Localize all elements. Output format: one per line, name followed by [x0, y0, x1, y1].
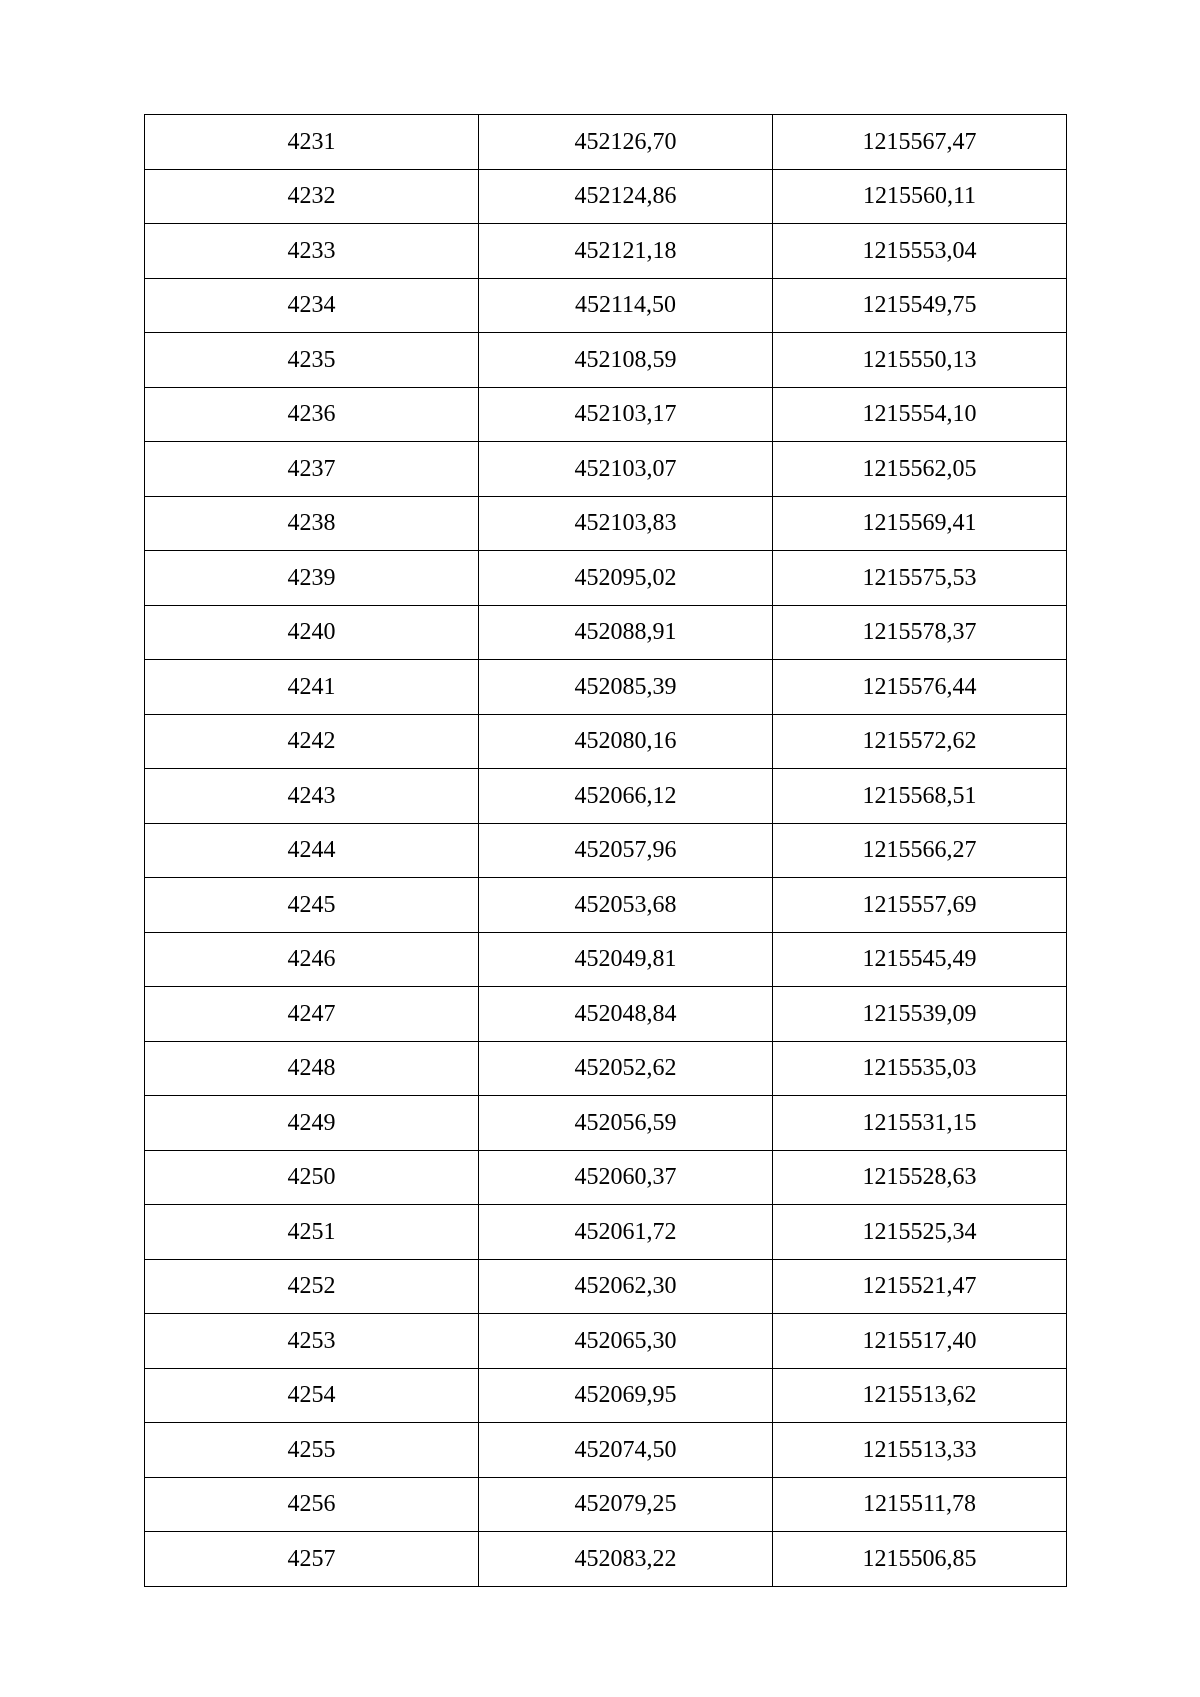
y-coordinate-cell: 1215569,41: [773, 496, 1067, 551]
y-coordinate-cell: 1215557,69: [773, 878, 1067, 933]
point-number-cell: 4252: [145, 1259, 479, 1314]
y-coordinate-cell: 1215525,34: [773, 1205, 1067, 1260]
y-coordinate-cell: 1215567,47: [773, 115, 1067, 170]
y-coordinate-cell: 1215568,51: [773, 769, 1067, 824]
point-number-cell: 4237: [145, 442, 479, 497]
table-row: [145, 551, 1067, 606]
x-coordinate-cell: 452083,22: [479, 1532, 773, 1587]
y-coordinate-cell: 1215528,63: [773, 1150, 1067, 1205]
y-coordinate-cell: 1215578,37: [773, 605, 1067, 660]
point-number-cell: 4240: [145, 605, 479, 660]
x-coordinate-cell: 452052,62: [479, 1041, 773, 1096]
point-number-cell: 4251: [145, 1205, 479, 1260]
x-coordinate-cell: 452085,39: [479, 660, 773, 715]
table-row: [145, 605, 1067, 660]
table-row: [145, 1096, 1067, 1151]
table-row: [145, 1041, 1067, 1096]
y-coordinate-cell: 1215575,53: [773, 551, 1067, 606]
point-number-cell: 4249: [145, 1096, 479, 1151]
table-row: [145, 987, 1067, 1042]
y-coordinate-cell: 1215576,44: [773, 660, 1067, 715]
y-coordinate-cell: 1215560,11: [773, 169, 1067, 224]
y-coordinate-cell: 1215517,40: [773, 1314, 1067, 1369]
table-row: [145, 1150, 1067, 1205]
point-number-cell: 4245: [145, 878, 479, 933]
x-coordinate-cell: 452049,81: [479, 932, 773, 987]
y-coordinate-cell: 1215521,47: [773, 1259, 1067, 1314]
point-number-cell: 4236: [145, 387, 479, 442]
x-coordinate-cell: 452060,37: [479, 1150, 773, 1205]
point-number-cell: 4243: [145, 769, 479, 824]
y-coordinate-cell: 1215506,85: [773, 1532, 1067, 1587]
point-number-cell: 4257: [145, 1532, 479, 1587]
y-coordinate-cell: 1215545,49: [773, 932, 1067, 987]
point-number-cell: 4248: [145, 1041, 479, 1096]
y-coordinate-cell: 1215511,78: [773, 1477, 1067, 1532]
point-number-cell: 4233: [145, 224, 479, 279]
x-coordinate-cell: 452103,83: [479, 496, 773, 551]
table-row: [145, 115, 1067, 170]
point-number-cell: 4239: [145, 551, 479, 606]
y-coordinate-cell: 1215513,62: [773, 1368, 1067, 1423]
point-number-cell: 4250: [145, 1150, 479, 1205]
point-number-cell: 4255: [145, 1423, 479, 1478]
x-coordinate-cell: 452061,72: [479, 1205, 773, 1260]
point-number-cell: 4238: [145, 496, 479, 551]
x-coordinate-cell: 452079,25: [479, 1477, 773, 1532]
y-coordinate-cell: 1215513,33: [773, 1423, 1067, 1478]
x-coordinate-cell: 452124,86: [479, 169, 773, 224]
x-coordinate-cell: 452126,70: [479, 115, 773, 170]
table-row: [145, 878, 1067, 933]
table-row: [145, 1532, 1067, 1587]
point-number-cell: 4247: [145, 987, 479, 1042]
table-row: [145, 660, 1067, 715]
x-coordinate-cell: 452095,02: [479, 551, 773, 606]
x-coordinate-cell: 452066,12: [479, 769, 773, 824]
point-number-cell: 4235: [145, 333, 479, 388]
point-number-cell: 4244: [145, 823, 479, 878]
coordinates-table: [144, 114, 1067, 1587]
x-coordinate-cell: 452065,30: [479, 1314, 773, 1369]
table-row: [145, 387, 1067, 442]
coordinates-table-body: [145, 115, 1067, 1587]
x-coordinate-cell: 452062,30: [479, 1259, 773, 1314]
table-row: [145, 1477, 1067, 1532]
x-coordinate-cell: 452057,96: [479, 823, 773, 878]
y-coordinate-cell: 1215549,75: [773, 278, 1067, 333]
point-number-cell: 4231: [145, 115, 479, 170]
x-coordinate-cell: 452080,16: [479, 714, 773, 769]
y-coordinate-cell: 1215553,04: [773, 224, 1067, 279]
point-number-cell: 4242: [145, 714, 479, 769]
y-coordinate-cell: 1215572,62: [773, 714, 1067, 769]
table-row: [145, 1259, 1067, 1314]
table-row: [145, 224, 1067, 279]
x-coordinate-cell: 452048,84: [479, 987, 773, 1042]
y-coordinate-cell: 1215562,05: [773, 442, 1067, 497]
point-number-cell: 4232: [145, 169, 479, 224]
table-row: [145, 442, 1067, 497]
table-row: [145, 769, 1067, 824]
x-coordinate-cell: 452114,50: [479, 278, 773, 333]
table-row: [145, 278, 1067, 333]
point-number-cell: 4254: [145, 1368, 479, 1423]
table-row: [145, 496, 1067, 551]
y-coordinate-cell: 1215535,03: [773, 1041, 1067, 1096]
x-coordinate-cell: 452121,18: [479, 224, 773, 279]
table-row: [145, 714, 1067, 769]
table-row: [145, 823, 1067, 878]
point-number-cell: 4234: [145, 278, 479, 333]
x-coordinate-cell: 452103,07: [479, 442, 773, 497]
table-row: [145, 1314, 1067, 1369]
y-coordinate-cell: 1215531,15: [773, 1096, 1067, 1151]
y-coordinate-cell: 1215550,13: [773, 333, 1067, 388]
point-number-cell: 4256: [145, 1477, 479, 1532]
table-row: [145, 1368, 1067, 1423]
x-coordinate-cell: 452108,59: [479, 333, 773, 388]
x-coordinate-cell: 452103,17: [479, 387, 773, 442]
point-number-cell: 4246: [145, 932, 479, 987]
table-row: [145, 932, 1067, 987]
x-coordinate-cell: 452053,68: [479, 878, 773, 933]
x-coordinate-cell: 452074,50: [479, 1423, 773, 1478]
table-row: [145, 1423, 1067, 1478]
x-coordinate-cell: 452088,91: [479, 605, 773, 660]
table-row: [145, 333, 1067, 388]
table-row: [145, 1205, 1067, 1260]
point-number-cell: 4241: [145, 660, 479, 715]
x-coordinate-cell: 452069,95: [479, 1368, 773, 1423]
x-coordinate-cell: 452056,59: [479, 1096, 773, 1151]
y-coordinate-cell: 1215554,10: [773, 387, 1067, 442]
y-coordinate-cell: 1215566,27: [773, 823, 1067, 878]
point-number-cell: 4253: [145, 1314, 479, 1369]
table-row: [145, 169, 1067, 224]
y-coordinate-cell: 1215539,09: [773, 987, 1067, 1042]
